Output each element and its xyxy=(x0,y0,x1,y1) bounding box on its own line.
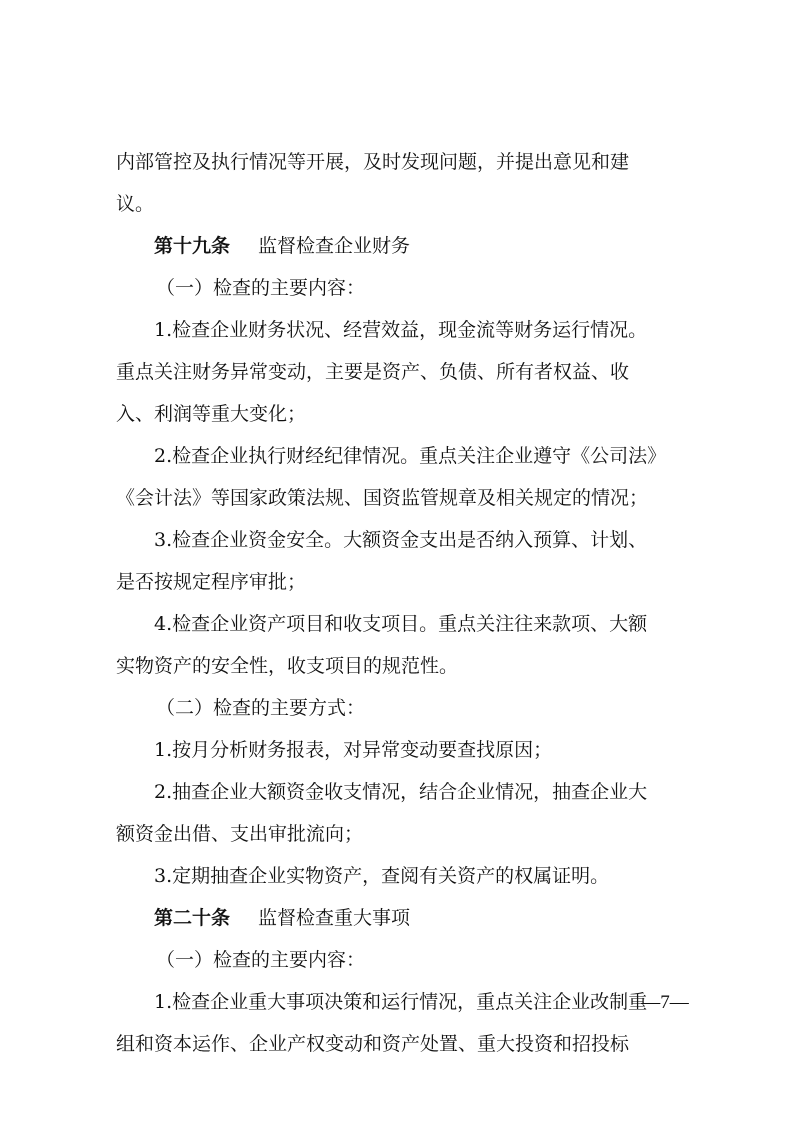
article-20-heading xyxy=(116,897,716,939)
text-line: （一）检查的主要内容： xyxy=(156,277,366,299)
text-line: 额资金出借、支出审批流向； xyxy=(116,823,364,845)
text-line: 实物资产的安全性，收支项目的规范性。 xyxy=(116,655,459,677)
article-19-title: 监督检查企业财务 xyxy=(258,235,411,257)
text-line: 2.抽查企业大额资金收支情况，结合企业情况，抽查企业大 xyxy=(154,781,648,803)
text-line: 议。 xyxy=(116,193,155,215)
text-line: （二）检查的主要方式： xyxy=(156,697,366,719)
text-line: 3.定期抽查企业实物资产，查阅有关资产的权属证明。 xyxy=(154,865,610,887)
article-20-title: 监督检查重大事项 xyxy=(258,907,411,929)
text-line: 入、利润等重大变化； xyxy=(116,403,307,425)
text-line: 1.检查企业财务状况、经营效益，现金流等财务运行情况。 xyxy=(154,319,648,341)
text-line: 1.检查企业重大事项决策和运行情况，重点关注企业改制重 xyxy=(154,991,648,1013)
text-line: 重点关注财务异常变动，主要是资产、负债、所有者权益、收 xyxy=(116,361,630,383)
text-line: 1.按月分析财务报表，对异常变动要查找原因； xyxy=(154,739,553,761)
article-19-heading xyxy=(116,225,716,267)
text-line: 《会计法》等国家政策法规、国资监管规章及相关规定的情况； xyxy=(116,487,649,509)
text-line: 是否按规定程序审批； xyxy=(116,571,307,593)
text-line: 内部管控及执行情况等开展，及时发现问题，并提出意见和建 xyxy=(116,151,630,173)
article-19-number: 第十九条 xyxy=(154,235,231,257)
text-line: 2.检查企业执行财经纪律情况。重点关注企业遵守《公司法》 xyxy=(154,445,667,467)
article-20-number: 第二十条 xyxy=(154,907,231,929)
text-line: （一）检查的主要内容： xyxy=(156,949,366,971)
body-text xyxy=(116,141,716,1065)
text-line: 组和资本运作、企业产权变动和资产处置、重大投资和招投标 xyxy=(116,1033,630,1055)
text-line: 4.检查企业资产项目和收支项目。重点关注往来款项、大额 xyxy=(154,613,648,635)
page-number: —7— xyxy=(641,992,689,1013)
text-line: 3.检查企业资金安全。大额资金支出是否纳入预算、计划、 xyxy=(154,529,648,551)
